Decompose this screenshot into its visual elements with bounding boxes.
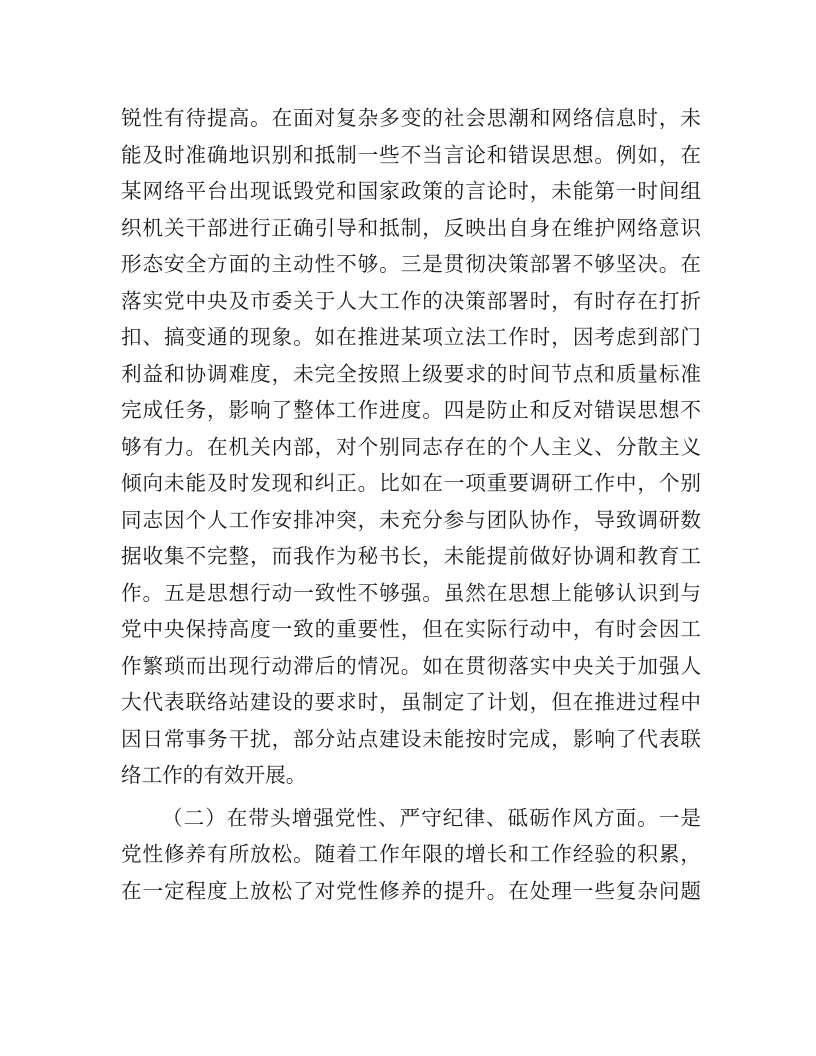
text-line: 织机关干部进行正确引导和抵制，反映出自身在维护网络意识 — [121, 215, 701, 240]
text-line: 扣、搞变通的现象。如在推进某项立法工作时，因考虑到部门 — [121, 325, 701, 349]
text-line: 党中央保持高度一致的重要性，但在实际行动中，有时会因工 — [121, 617, 701, 641]
text-line: 因日常事务干扰，部分站点建设未能按时完成，影响了代表联 — [121, 726, 701, 751]
document-body — [121, 100, 701, 909]
text-line: 够有力。在机关内部，对个别同志存在的个人主义、分散主义 — [121, 434, 701, 459]
text-line: 大代表联络站建设的要求时，虽制定了计划，但在推进过程中 — [121, 690, 701, 714]
text-line: 作繁琐而出现行动滞后的情况。如在贯彻落实中央关于加强人 — [121, 653, 701, 678]
paragraph-1 — [121, 100, 701, 794]
text-line: 同志因个人工作安排冲突，未充分参与团队协作，导致调研数 — [121, 507, 701, 532]
text-line: 形态安全方面的主动性不够。三是贯彻决策部署不够坚决。在 — [121, 252, 701, 276]
text-line: 锐性有待提高。在面对复杂多变的社会思潮和网络信息时，未 — [121, 106, 701, 130]
text-line: 利益和协调难度，未完全按照上级要求的时间节点和质量标准 — [121, 361, 701, 386]
text-line: 某网络平台出现诋毁党和国家政策的言论时，未能第一时间组 — [121, 179, 701, 203]
text-line: 落实党中央及市委关于人大工作的决策部署时，有时存在打折 — [121, 288, 701, 313]
text-line: 能及时准确地识别和抵制一些不当言论和错误思想。例如，在 — [121, 142, 701, 167]
text-line: （二）在带头增强党性、严守纪律、砥砺作风方面。一是 — [162, 805, 701, 830]
paragraph-2 — [121, 800, 701, 910]
text-line: 党性修养有所放松。随着工作年限的增长和工作经验的积累， — [121, 842, 701, 866]
text-line: 作。五是思想行动一致性不够强。虽然在思想上能够认识到与 — [121, 580, 701, 605]
text-line: 完成任务，影响了整体工作进度。四是防止和反对错误思想不 — [121, 398, 701, 422]
text-line: 在一定程度上放松了对党性修养的提升。在处理一些复杂问题 — [121, 878, 701, 903]
text-line: 据收集不完整，而我作为秘书长，未能提前做好协调和教育工 — [121, 544, 701, 568]
text-line: 络工作的有效开展。 — [121, 763, 307, 787]
text-line: 倾向未能及时发现和纠正。比如在一项重要调研工作中，个别 — [121, 471, 701, 495]
